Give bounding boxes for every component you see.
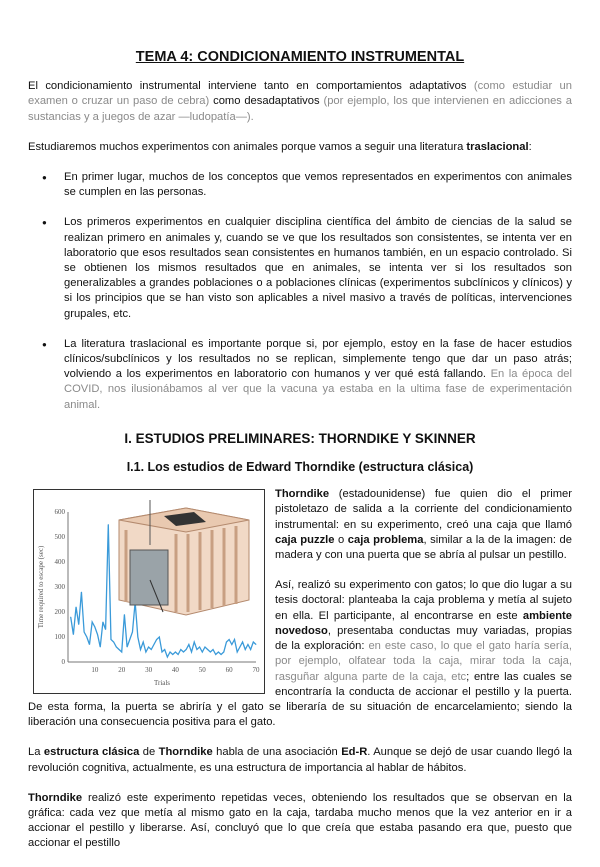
- data-point: [121, 652, 122, 653]
- example-text: En la época del COVID, nos ilusionábamos al ver que la vacuna ya estaba en la ultima fase de experimentación animal.: [64, 368, 572, 411]
- data-point: [92, 622, 93, 623]
- bold-text: Thorndike: [275, 488, 330, 501]
- data-point: [97, 634, 98, 635]
- data-point: [245, 649, 246, 650]
- data-point: [78, 624, 79, 625]
- text-segment: realizó este experimento repetidas veces, obteniendo los resultados que se observan en la gráfica: cada vez que metía al mismo gato en la caja, tardaba mucho menos que la vez anterior en ir a accionar el pestillo y liberarse. Así, concluyó que lo que creía que estaba pasando era que, puesto que accionar el pestillo: [28, 791, 572, 850]
- data-point: [223, 652, 224, 653]
- data-point: [199, 647, 200, 648]
- translational-paragraph: [28, 140, 572, 155]
- data-point: [226, 642, 227, 643]
- data-point: [159, 637, 160, 638]
- bold-text: ambiente novedoso: [275, 609, 572, 637]
- data-point: [186, 649, 187, 650]
- text-segment: :: [528, 140, 532, 153]
- data-point: [253, 642, 254, 643]
- data-point: [231, 644, 232, 645]
- data-point: [124, 614, 125, 615]
- bold-text: estructura clásica: [43, 746, 140, 759]
- data-point: [76, 607, 77, 608]
- data-point: [156, 639, 157, 640]
- data-point: [180, 649, 181, 650]
- data-point: [151, 649, 152, 650]
- data-point: [197, 649, 198, 650]
- x-tick-label: 60: [225, 666, 233, 675]
- bold-text: Thorndike: [158, 746, 213, 759]
- data-point: [242, 642, 243, 643]
- text-segment: Los primeros experimentos en cualquier disciplina científica del ámbito de ciencias de la salud se realizan primero en animales y, cuando se ve que los resultados son consistentes, se intenta ver en laboratorio que esos resultados sean consistentes en humanos también, en un espacio controlado. Si se obtienen los mismos resultados que en animales, se intenta ver si los resultados son generalizables a grandes poblaciones o a poblaciones clínicas (experimentos subclínicos y clínicos) y si los principios que se han visto son aplicables a nivel masivo a través de políticas, intervenciones grupales, etc.: [64, 216, 572, 320]
- data-point: [73, 634, 74, 635]
- data-point: [229, 639, 230, 640]
- data-point: [119, 649, 120, 650]
- subsection-heading: I.1. Los estudios de Edward Thorndike (estructura clásica): [126, 460, 474, 475]
- puzzle-box-illustration: [119, 500, 249, 615]
- data-point: [175, 652, 176, 653]
- data-point: [207, 649, 208, 650]
- puzzle-box-figure: [33, 489, 265, 694]
- data-point: [86, 637, 87, 638]
- example-text: (por ejemplo, los que intervienen en adicciones a sustancias y a juegos de azar —ludopatía—).: [28, 95, 572, 123]
- data-point: [100, 647, 101, 648]
- list-item: [64, 337, 572, 413]
- bold-text: caja puzzle: [275, 533, 335, 546]
- text-segment: como desadaptativos: [213, 95, 320, 108]
- y-tick-label: 300: [54, 583, 65, 592]
- text-segment: , similar a la de la imagen: de madera y con una puerta que se abría al pulsar un pestillo.: [275, 533, 572, 562]
- results-paragraph: [28, 791, 572, 852]
- bold-text: caja problema: [347, 533, 424, 546]
- x-tick-label: 40: [171, 666, 179, 675]
- data-point: [205, 647, 206, 648]
- y-tick-label: 500: [54, 533, 65, 542]
- example-text: (como estudiar un examen o cruzar un paso de cebra): [28, 80, 572, 108]
- data-point: [154, 644, 155, 645]
- data-point: [234, 639, 235, 640]
- text-segment: Estudiaremos muchos experimentos con animales porque vamos a seguir una literatura: [28, 140, 467, 153]
- x-tick-label: 10: [91, 666, 99, 675]
- text-segment: (estadounidense) fue quien dio el primer pistoletazo de salida a la corriente del condicionamiento instrumental: en su experimento, creó una caja que llamó: [275, 488, 572, 531]
- y-tick-label: 0: [61, 658, 65, 667]
- data-point: [105, 629, 106, 630]
- text-segment: adaptativos: [409, 80, 467, 93]
- data-point: [84, 632, 85, 633]
- data-point: [140, 649, 141, 650]
- data-point: [70, 617, 71, 618]
- data-point: [221, 654, 222, 655]
- section-heading: I. ESTUDIOS PRELIMINARES: THORNDIKE Y SKINNER: [124, 430, 476, 446]
- bold-text: Thorndike: [28, 791, 83, 804]
- data-point: [137, 637, 138, 638]
- data-point: [250, 649, 251, 650]
- document-page: [28, 50, 572, 867]
- text-segment: o: [334, 533, 348, 546]
- y-tick-label: 100: [54, 633, 65, 642]
- escape-time-chart: [34, 490, 264, 693]
- text-segment: Así, realizó su experimento con gatos; lo que dio lugar a su tesis doctoral: planteaba la caja problema y metía al sujeto en ella. El participante, al encontrarse en este: [275, 579, 572, 622]
- data-point: [143, 642, 144, 643]
- data-point: [89, 644, 90, 645]
- list-item: [64, 170, 572, 200]
- data-point: [81, 592, 82, 593]
- text-segment: La literatura traslacional es importante porque si, por ejemplo, estoy en la fase de hacer estudios clínicos/subclínicos y los resultados no se replican, simplemente tengo que dar un paso atrás; volviendo a los experimentos en laboratorio con humanos y ver qué está fallando.: [64, 337, 572, 381]
- data-point: [145, 652, 146, 653]
- bullet-list: [28, 170, 572, 413]
- data-point: [239, 647, 240, 648]
- y-tick-label: 200: [54, 608, 65, 617]
- text-segment: El condicionamiento instrumental interviene tanto en comportamientos: [28, 80, 410, 93]
- intro-paragraph: [28, 79, 572, 125]
- data-point: [132, 632, 133, 633]
- data-point: [248, 644, 249, 645]
- data-point: [188, 644, 189, 645]
- text-segment: , presentaba conductas muy variadas, propias de la exploración:: [275, 624, 572, 653]
- data-point: [108, 524, 109, 525]
- data-point: [103, 622, 104, 623]
- list-item: [64, 215, 572, 321]
- data-point: [116, 647, 117, 648]
- data-point: [178, 654, 179, 655]
- example-text: en este caso, lo que el gato haría sería, por ejemplo, olfatear toda la caja, mirar toda la caja, rasguñar alguna parte de la caja, etc: [275, 640, 572, 683]
- data-point: [202, 652, 203, 653]
- data-point: [213, 649, 214, 650]
- y-tick-label: 600: [54, 508, 65, 517]
- data-point: [210, 652, 211, 653]
- data-point: [215, 654, 216, 655]
- data-point: [183, 652, 184, 653]
- text-segment: habla de una asociación: [212, 746, 342, 759]
- page-title: TEMA 4: CONDICIONAMIENTO INSTRUMENTAL: [135, 49, 465, 65]
- y-tick-label: 400: [54, 558, 65, 567]
- data-point: [167, 657, 168, 658]
- data-point: [237, 652, 238, 653]
- data-point: [191, 652, 192, 653]
- x-axis-label: Trials: [153, 679, 171, 688]
- y-axis-label: Time required to escape (sec): [37, 545, 45, 629]
- data-point: [129, 639, 130, 640]
- data-point: [256, 644, 257, 645]
- text-segment: ; entre las cuales se encontraría la conducta de accionar el pestillo y la puerta. De esta forma, la puerta se abriría y el gato se liberaría de su situación de encarcelamiento; siendo la liberación una consecuencia positiva para el gato.: [28, 670, 572, 729]
- x-tick-label: 70: [252, 666, 260, 675]
- data-point: [113, 642, 114, 643]
- text-segment: En primer lugar, muchos de los conceptos que vemos representados en experimentos con animales se cumplen en las personas.: [64, 171, 572, 199]
- data-point: [111, 639, 112, 640]
- x-tick-label: 20: [118, 666, 126, 675]
- bold-text: traslacional: [466, 140, 529, 153]
- data-point: [170, 652, 171, 653]
- x-tick-label: 50: [198, 666, 206, 675]
- data-point: [194, 642, 195, 643]
- x-tick-label: 30: [145, 666, 153, 675]
- data-point: [127, 647, 128, 648]
- text-segment: de: [139, 746, 159, 759]
- bold-text: Ed-R: [341, 746, 368, 759]
- data-point: [164, 649, 165, 650]
- data-point: [148, 647, 149, 648]
- text-segment: . Aunque se dejó de usar cuando llegó la revolución cognitiva, actualmente, es una estructura de importancia al hablar de hábitos.: [28, 746, 572, 774]
- text-segment: La: [28, 746, 44, 759]
- data-point: [94, 627, 95, 628]
- data-point: [218, 652, 219, 653]
- data-point: [162, 652, 163, 653]
- data-point: [172, 654, 173, 655]
- classic-structure-paragraph: [28, 745, 572, 775]
